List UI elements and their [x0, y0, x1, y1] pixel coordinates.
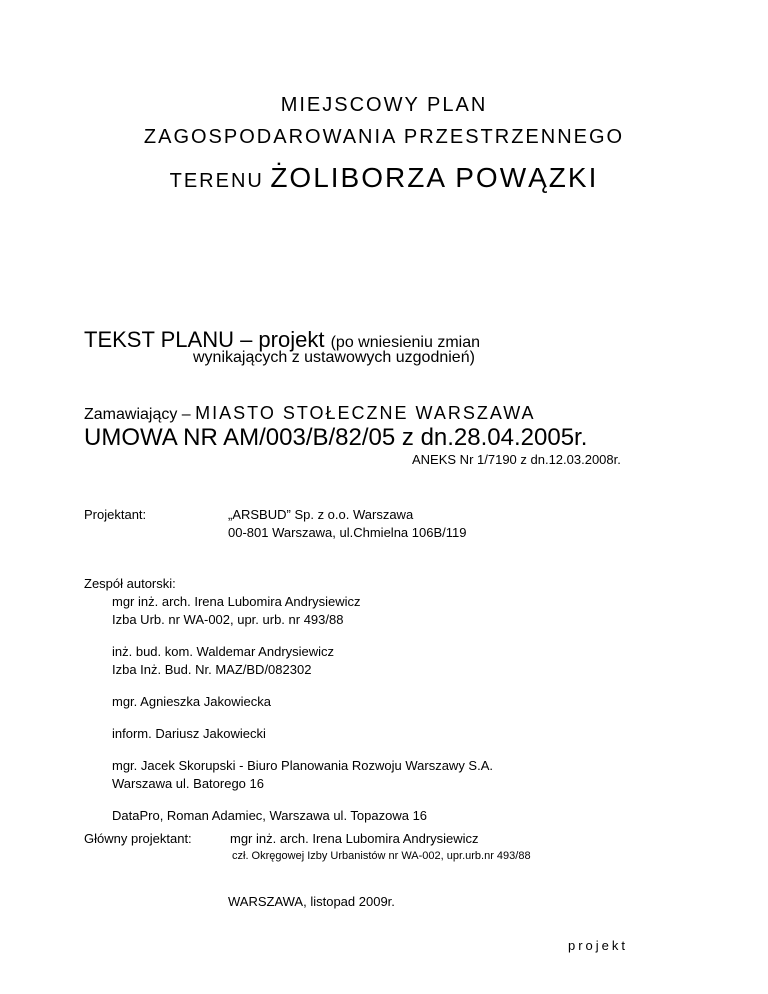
title-line-3-area: ŻOLIBORZA POWĄZKI [270, 162, 599, 193]
team-member [112, 757, 493, 793]
plan-text-note-2: wynikających z ustawowych uzgodnień) [193, 349, 475, 366]
team-list [112, 593, 493, 839]
main-designer-membership: czł. Okręgowej Izby Urbanistów nr WA-002, upr.urb.nr 493/88 [232, 850, 531, 862]
contract-annex: ANEKS Nr 1/7190 z dn.12.03.2008r. [412, 452, 621, 467]
place-date: WARSZAWA, listopad 2009r. [228, 894, 395, 909]
designer-address: 00-801 Warszawa, ul.Chmielna 106B/119 [228, 525, 467, 540]
designer-name: „ARSBUD” Sp. z o.o. Warszawa [228, 507, 414, 522]
plan-text-note-1: (po wniesieniu zmian [330, 334, 480, 351]
team-member [112, 593, 493, 629]
title-line-3 [0, 162, 768, 194]
team-member [112, 693, 493, 711]
contract-number: UMOWA NR AM/003/B/82/05 z dn.28.04.2005r. [84, 424, 588, 451]
team-member-name: mgr inż. arch. Irena Lubomira Andrysiewicz [112, 594, 361, 609]
team-member-name: DataPro, Roman Adamiec, Warszawa ul. Topazowa 16 [112, 808, 428, 823]
team-label: Zespół autorski: [84, 576, 176, 591]
team-member-name: mgr. Jacek Skorupski - Biuro Planowania Rozwoju Warszawy S.A. [112, 758, 493, 773]
team-member-credentials: Izba Inż. Bud. Nr. MAZ/BD/082302 [112, 662, 312, 677]
team-member-name: inform. Dariusz Jakowiecki [112, 726, 266, 741]
team-member [112, 807, 493, 825]
team-member-name: mgr. Agnieszka Jakowiecka [112, 694, 271, 709]
title-line-3-prefix: TERENU [169, 170, 264, 192]
team-member [112, 643, 493, 679]
client-line [84, 403, 536, 424]
main-designer-name: mgr inż. arch. Irena Lubomira Andrysiewicz [230, 831, 479, 846]
main-designer-label: Główny projektant: [84, 831, 192, 846]
title-line-2: ZAGOSPODAROWANIA PRZESTRZENNEGO [143, 126, 625, 148]
client-name: MIASTO STOŁECZNE WARSZAWA [195, 403, 536, 423]
team-member-credentials: Izba Urb. nr WA-002, upr. urb. nr 493/88 [112, 612, 344, 627]
designer-info [228, 506, 466, 542]
team-member-address: Warszawa ul. Batorego 16 [112, 776, 264, 791]
team-member-name: inż. bud. kom. Waldemar Andrysiewicz [112, 644, 335, 659]
team-member [112, 725, 493, 743]
plan-text-main: TEKST PLANU – projekt [84, 327, 325, 352]
designer-label: Projektant: [84, 507, 147, 522]
title-line-1: MIEJSCOWY PLAN [280, 94, 488, 116]
client-label: Zamawiający – [84, 406, 191, 423]
draft-stamp: projekt [568, 938, 629, 953]
